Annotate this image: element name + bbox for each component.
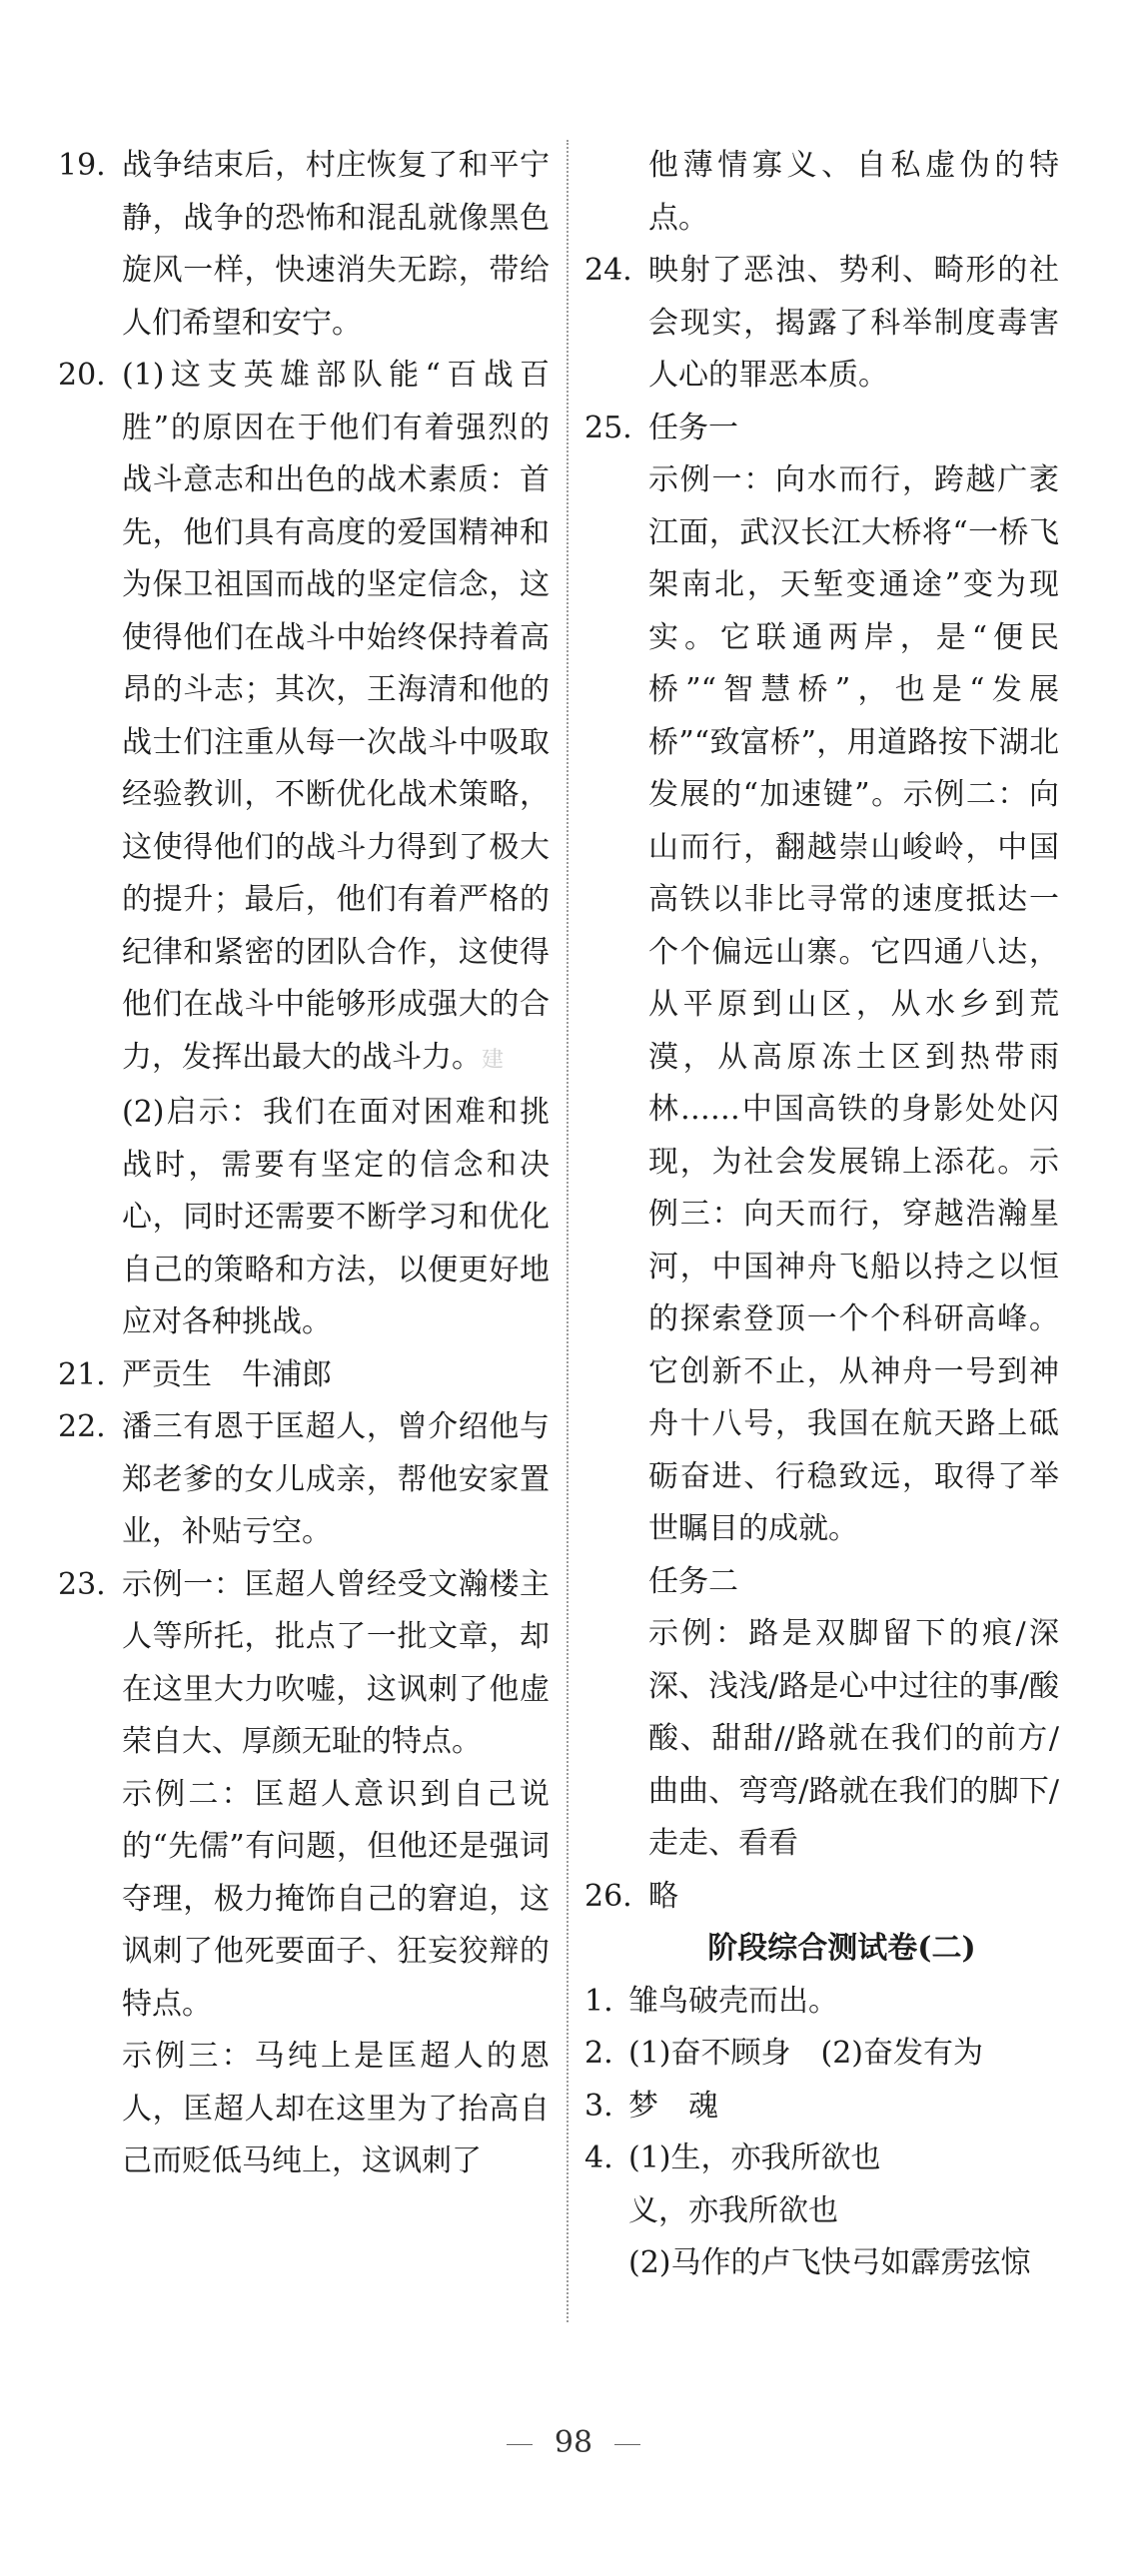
section-answer-4 [584,2133,1059,2290]
answer-text: 示例二：匡超人意识到自己说的“先儒”有问题，但他还是强词夺理，极力掩饰自己的窘迫，这讽刺了他死要面子、狂妄狡辩的特点。 [122,1776,550,2022]
answer-26 [584,1871,1059,1924]
answer-number: 25. [584,410,632,445]
answer-24 [584,245,1059,403]
answer-number: 21. [58,1356,106,1392]
answer-number: 23. [58,1566,106,1602]
answer-text: (2)马作的卢飞快弓如霹雳弦惊 [628,2245,1031,2280]
answer-number: 19. [58,148,106,183]
answer-text: (2)启示：我们在面对困难和挑战时，需要有坚定的信念和决心，同时还需要不断学习和优化自己的策略和方法，以便更好地应对各种挑战。 [122,1095,550,1339]
answer-text: (1)奋不顾身 (2)奋发有为 [628,2036,983,2071]
answer-number: 26. [584,1878,632,1914]
answer-text: (1)生，亦我所欲也 [628,2141,881,2175]
answer-text: 示例一：匡超人曾经受文瀚楼主人等所托，批点了一批文章，却在这里大力吹嘘，这讽刺了他虚荣自大、厚颜无耻的特点。 [122,1566,550,1759]
answer-19 [58,140,550,350]
answer-text-part: (1)这支英雄部队能“百战百胜”的原因在于他们有着强烈的战斗意志和出色的战术素质：首先，他们具有高度的爱国精神和为保卫祖国而战的坚定信念，这使得他们在战斗中始终保持着高昂的斗志；其次，王海清和他的战士们注重从每一次战斗中吸取经验教训，不断优化战术策略，这使得他们的战斗力得到了极大的提升；最后，他们有着严格的纪律和紧密的团队合作，这使得他们在战斗中能够形成强大的合力，发挥出最大的战斗力。 [122,358,550,1075]
answer-number: 1. [584,1983,613,2019]
answer-text: 严贡生 牛浦郎 [122,1356,332,1392]
answer-20 [58,350,550,1349]
page-number: 98 [554,2425,593,2460]
answer-21 [58,1349,550,1402]
section-answer-1 [584,1976,1059,2029]
answer-text: 他薄情寡义、自私虚伪的特点。 [648,148,1059,236]
answer-text: 潘三有恩于匡超人，曾介绍他与郑老爹的女儿成亲，帮他安家置业，补贴亏空。 [122,1409,550,1549]
answer-22 [58,1401,550,1559]
task-label: 任务二 [648,1563,738,1599]
answer-text: 略 [648,1878,678,1914]
footer-dash-left [507,2444,533,2445]
section-title: 阶段综合测试卷(二) [707,1931,976,1966]
answer-text: 义，亦我所欲也 [628,2192,838,2228]
answer-23-continuation [584,140,1059,245]
footer-dash-right [614,2444,640,2445]
column-divider [567,140,569,2322]
section-answer-2 [584,2028,1059,2081]
answer-23 [58,1559,550,2188]
answer-number: 4. [584,2141,613,2175]
answer-text: 示例：路是双脚留下的痕/深深、浅浅/路是心中过往的事/酸酸、甜甜//路就在我们的前方/曲曲、弯弯/路就在我们的脚下/走走、看看 [648,1616,1059,1861]
answer-number: 3. [584,2088,613,2124]
answer-text: 示例三：马纯上是匡超人的恩人，匡超人却在这里为了抬高自己而贬低马纯上，这讽刺了 [122,2039,550,2178]
answer-number: 24. [584,253,632,288]
answer-text [122,350,550,1087]
answer-text: 映射了恶浊、势利、畸形的社会现实，揭露了科举制度毒害人心的罪恶本质。 [648,253,1059,393]
task-label: 任务一 [648,410,738,445]
answer-number: 22. [58,1409,106,1444]
answer-number: 2. [584,2036,613,2071]
left-column [58,140,550,2188]
right-column [584,140,1059,2290]
answer-25 [584,403,1059,1871]
answer-text: 梦 魂 [628,2088,718,2124]
page-footer [0,2425,1147,2460]
answer-text: 雏鸟破壳而出。 [628,1983,838,2019]
watermark-text: 建 [482,1047,505,1073]
answer-text: 示例一：向水而行，跨越广袤江面，武汉长江大桥将“一桥飞架南北，天堑变通途”变为现实。它联通两岸，是“便民桥”“智慧桥”，也是“发展桥”“致富桥”，用道路按下湖北发展的“加速键”。示例二：向山而行，翻越崇山峻岭，中国高铁以非比寻常的速度抵达一个个偏远山寨。它四通八达，从平原到山区，从水乡到荒漠，从高原冻土区到热带雨林……中国高铁的身影处处闪现，为社会发展锦上添花。示例三：向天而行，穿越浩瀚星河，中国神舟飞船以持之以恒的探索登顶一个个科研高峰。它创新不止，从神舟一号到神舟十八号，我国在航天路上砥砺奋进、行稳致远，取得了举世瞩目的成就。 [648,462,1059,1546]
answer-number: 20. [58,358,106,393]
answer-text: 战争结束后，村庄恢复了和平宁静，战争的恐怖和混乱就像黑色旋风一样，快速消失无踪，带给人们希望和安宁。 [122,148,550,341]
section-answer-3 [584,2081,1059,2134]
